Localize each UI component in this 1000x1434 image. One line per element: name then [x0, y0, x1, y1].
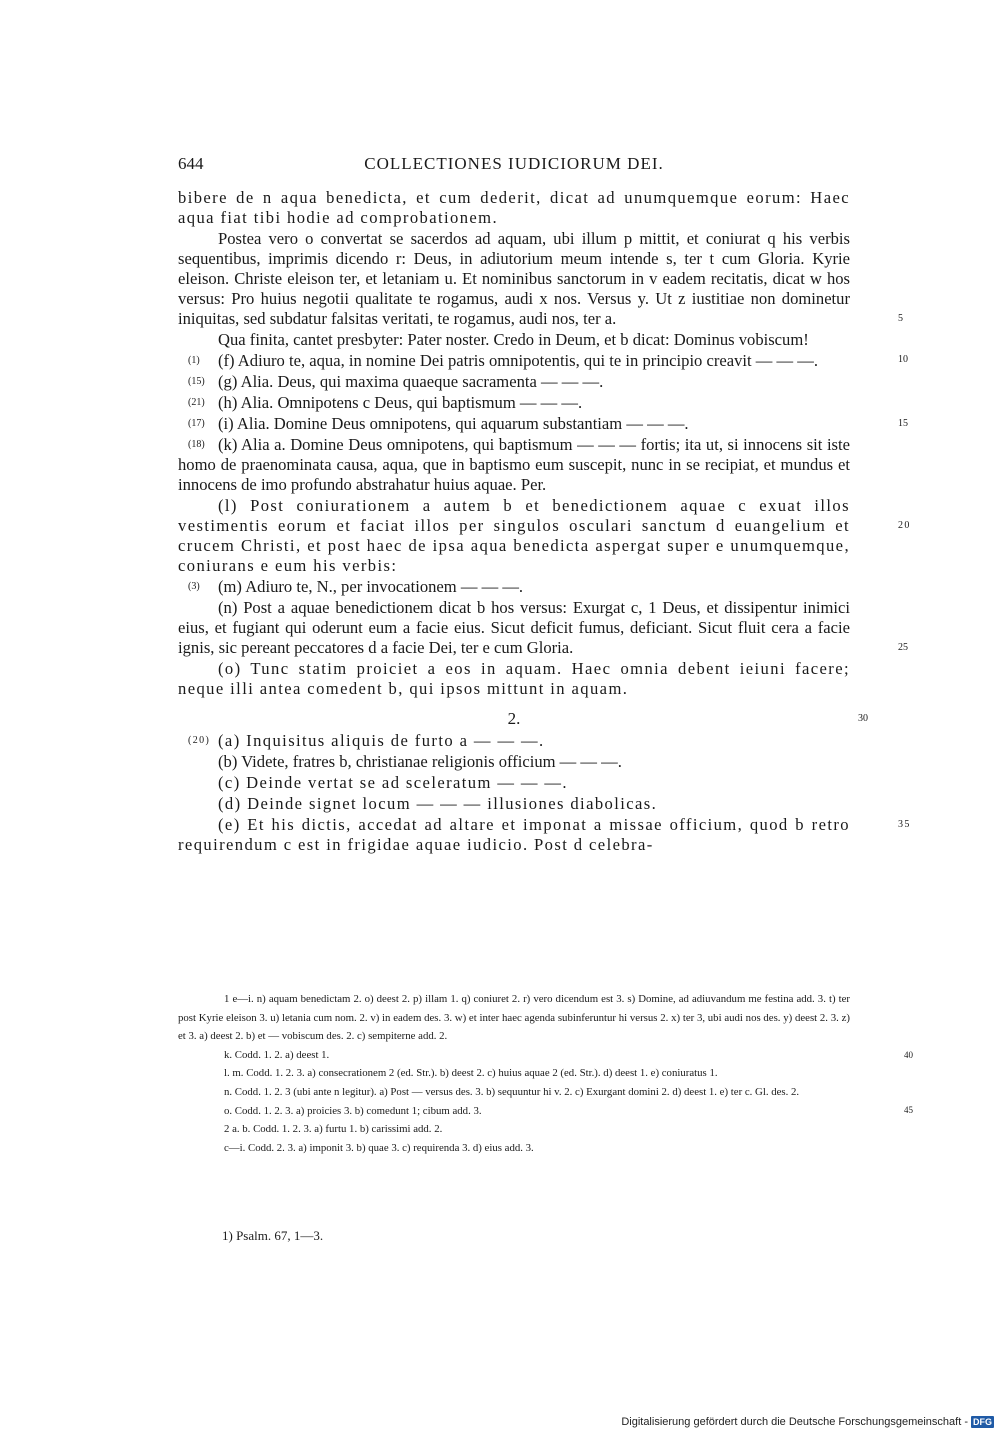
- margin-ref: (21): [188, 397, 205, 408]
- main-text: [178, 188, 911, 856]
- running-title: COLLECTIONES IUDICIORUM DEI.: [364, 154, 664, 173]
- line-number-40: 40: [904, 1050, 913, 1060]
- paragraph-f: [178, 351, 850, 371]
- critical-apparatus: [178, 990, 913, 1157]
- line-number-15: 15: [898, 418, 908, 429]
- apparatus-note: 2 a. b. Codd. 1. 2. 3. a) furtu 1. b) carissimi add. 2.: [224, 1123, 443, 1136]
- paragraph-l: [178, 496, 911, 576]
- section2-a-text: (a) Inquisitus aliquis de furto a — — —.: [218, 731, 545, 750]
- paragraph-2-text: Postea vero o convertat se sacerdos ad aquam, ubi illum p mittit, et coniurat q his verbis sequentibus, imprimis dicendo r: Deus, in adiutorium meum intende s, ter t cum Gloria. Kyrie eleison. Christe eleison ter, et letaniam u. Et nominibus sanctorum in v eadem recitatis, dicat w hos versus: Pro huius negotii qualitate te rogamus, audi x nos. Versus y. Ut z iustitiae non dominetur iniquitas, sed subdatur falsitas veritati, te rogamus, audi nos, ter a.: [178, 229, 850, 328]
- dfg-logo: DFG: [973, 1417, 992, 1427]
- paragraph-m: [178, 577, 850, 597]
- paragraph-o: (o) Tunc statim proiciet a eos in aquam. Haec omnia debent ieiuni facere; neque illi antea comedent b, qui ipsos mittunt in aquam.: [178, 659, 850, 698]
- section2-e-text: (e) Et his dictis, accedat ad altare et imponat a missae officium, quod b retro requirendum c est in frigidae aquae iudicio. Post d celebra-: [178, 815, 850, 854]
- section2-b: (b) Videte, fratres b, christianae religionis officium — — —.: [218, 752, 622, 771]
- margin-ref: (1): [188, 355, 200, 366]
- paragraph-n-text: (n) Post a aquae benedictionem dicat b hos versus: Exurgat c, 1 Deus, et dissipentur inimici eius, et fugiant qui oderunt eum a facie eius. Sicut deficit fumus, deficiant. Sicut fluit cera a facie ignis, sic pereant peccatores d a facie Dei, ter e cum Gloria.: [178, 598, 850, 657]
- line-number-20: 20: [898, 520, 911, 531]
- paragraph-h: [178, 393, 850, 413]
- paragraph-l-text: (l) Post coniurationem a autem b et benedictionem aquae c exuat illos vestimentis eorum et faciat illos per singulos osculari sanctum d euangelium et crucem Christi, et post haec de ipsa aqua benedicta aspergat super e unumquemque, coniurans e eum his verbis:: [178, 496, 850, 575]
- paragraph-k: [178, 435, 850, 495]
- line-number-5: 5: [898, 313, 903, 324]
- paragraph-2: [178, 229, 903, 329]
- apparatus-note-text: n. Codd. 1. 2. 3 (ubi ante n legitur). a) Post — versus des. 3. b) sequuntur hi v. 2. c) Exurgant domini 2. d) deest 1. e) ter c. Gl. des. 2.: [224, 1085, 800, 1098]
- margin-ref: (3): [188, 581, 200, 592]
- paragraph-n: [178, 598, 908, 658]
- paragraph-m-text: (m) Adiuro te, N., per invocationem — — —.: [218, 577, 524, 596]
- line-number-35: 35: [898, 819, 911, 830]
- apparatus-note: c—i. Codd. 2. 3. a) imponit 3. b) quae 3. c) requirenda 3. d) eius add. 3.: [224, 1141, 534, 1154]
- paragraph-1: bibere de n aqua benedicta, et cum dederit, dicat ad unumquemque eorum: Haec aqua fiat tibi hodie ad comprobationem.: [178, 188, 850, 227]
- paragraph-h-text: (h) Alia. Omnipotens c Deus, qui baptismum — — —.: [218, 393, 583, 412]
- paragraph-g-text: (g) Alia. Deus, qui maxima quaeque sacramenta — — —.: [218, 372, 604, 391]
- apparatus-note: o. Codd. 1. 2. 3. a) proicies 3. b) comedunt 1; cibum add. 3.: [224, 1104, 482, 1117]
- paragraph-i-text: (i) Alia. Domine Deus omnipotens, qui aquarum substantiam — — —.: [218, 414, 689, 433]
- credit-text: Digitalisierung gefördert durch die Deutsche Forschungsgemeinschaft -: [621, 1416, 968, 1428]
- section2-e: [178, 815, 911, 855]
- margin-ref: (18): [188, 439, 205, 450]
- section-heading: [178, 709, 868, 729]
- page-header: [178, 154, 850, 180]
- section2-d: (d) Deinde signet locum — — — illusiones diabolicas.: [218, 794, 658, 813]
- section2-c: (c) Deinde vertat se ad sceleratum — — —.: [218, 773, 568, 792]
- paragraph-f-text: (f) Adiuro te, aqua, in nomine Dei patris omnipotentis, qui te in principio creavit — — —.: [218, 351, 819, 370]
- line-number-25: 25: [898, 642, 908, 653]
- margin-ref: (20): [188, 735, 211, 746]
- paragraph-g: [178, 372, 850, 392]
- margin-ref: (15): [188, 376, 205, 387]
- page-number: 644: [178, 154, 204, 173]
- paragraph-3-text: Qua finita, cantet presbyter: Pater noster. Credo in Deum, et b dicat: Dominus vobiscum!: [218, 330, 809, 349]
- section-number: 2.: [507, 709, 521, 728]
- line-number-45: 45: [904, 1104, 913, 1115]
- line-number-30: 30: [858, 713, 868, 724]
- apparatus-note: k. Codd. 1. 2. a) deest 1.: [224, 1048, 330, 1061]
- section2-a: [178, 731, 850, 751]
- apparatus-note: l. m. Codd. 1. 2. 3. a) consecrationem 2 (ed. Str.). b) deest 2. c) huius aquae 2 (ed. Str.). d) deest 1. e) coniuratus 1.: [224, 1067, 718, 1080]
- margin-ref: (17): [188, 418, 205, 429]
- paragraph-i: [178, 414, 908, 434]
- funding-credit: [621, 1416, 994, 1428]
- apparatus-note-text: 1 e—i. n) aquam benedictam 2. o) deest 2. p) illam 1. q) coniuret 2. r) vero dicendum est 3. s) Domine, ad adiuvandum me festina add. 3. t) ter post Kyrie eleison 3. u) letania cum nom. 2. v) in eadem des. 3. w) et inter haec agenda subinferuntur hi versus 2. x) ter 3, ubi audi nos des. y) deest 2. 3. z) et 3. a) deest 2. b) et — vobiscum des. 2. c) sempiterne add. 2.: [178, 993, 850, 1043]
- line-number-10: 10: [898, 354, 908, 365]
- paragraph-k-text: (k) Alia a. Domine Deus omnipotens, qui baptismum — — — fortis; ita ut, si innocens sit iste homo de praenominata causa, aqua, que in baptismo eum suscepit, nunc in se recipiat, et mundus et innocens de imo profundo abstrahatur huius aquae. Per.: [178, 435, 850, 494]
- footnote: 1) Psalm. 67, 1—3.: [222, 1228, 324, 1243]
